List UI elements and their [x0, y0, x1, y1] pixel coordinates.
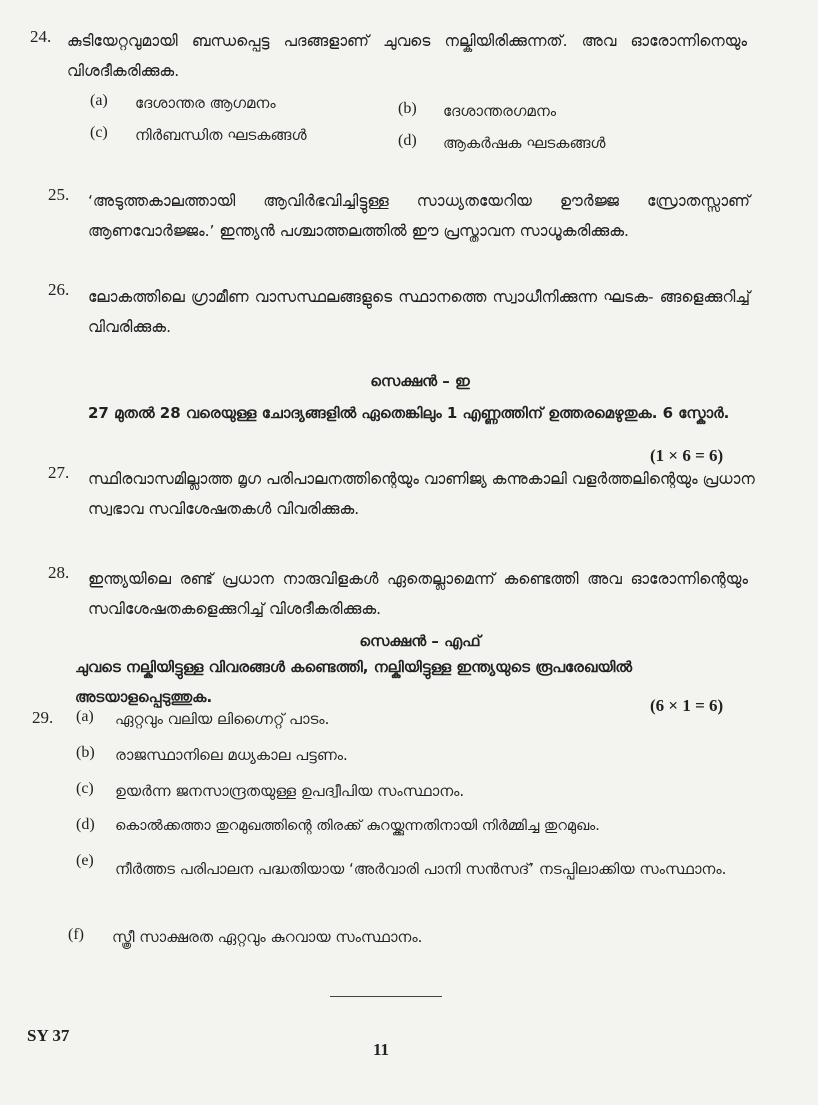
option-text: നിർബന്ധിത ഘടകങ്ങൾ — [135, 126, 307, 144]
section-e-title: സെക്ഷൻ – ഇ — [370, 372, 470, 390]
question-29-number: 29. — [32, 708, 54, 727]
section-f-marks: (6 × 1 = 6) — [650, 696, 724, 715]
question-text: കുടിയേറ്റവുമായി ബന്ധപ്പെട്ട പദങ്ങളാണ് ചുവടെ നല്കിയിരിക്കുന്നത്. അവ ഓരോന്നിനെയും വിശദീകരിക്കുക. — [67, 32, 747, 80]
item-label: (b) — [76, 744, 95, 761]
question-number: 25. — [48, 185, 70, 204]
option-text: ആകർഷക ഘടകങ്ങൾ — [443, 134, 606, 152]
section-f-title: സെക്ഷൻ – എഫ് — [359, 632, 481, 650]
question-number: 26. — [48, 280, 70, 299]
item-label: (f) — [68, 926, 84, 943]
paper-code: SY 37 — [27, 1026, 70, 1045]
item-label: (a) — [76, 708, 94, 725]
option-label: (a) — [90, 92, 108, 109]
option-label: (b) — [398, 100, 417, 117]
option-text: ദേശാന്തരഗമനം — [443, 102, 557, 120]
item-text: ഉയർന്ന ജനസാന്ദ്രതയുള്ള ഉപദ്വീപിയ സംസ്ഥാനം. — [115, 782, 465, 800]
item-label: (c) — [76, 780, 94, 797]
question-number: 28. — [48, 563, 70, 582]
question-text: ‘അടുത്തകാലത്തായി ആവിർഭവിച്ചിട്ടുള്ള സാധ്യതയേറിയ ഊർജ്ജ സ്രോതസ്സാണ് ആണവോർജ്ജം.’ ഇന്ത്യൻ പശ്ചാത്തലത്തിൽ ഈ പ്രസ്താവന സാധൂകരിക്കുക. — [88, 192, 750, 240]
section-f-instruction: ചുവടെ നല്കിയിട്ടുള്ള വിവരങ്ങൾ കണ്ടെത്തി, നല്കിയിട്ടുള്ള ഇന്ത്യയുടെ രൂപരേഖയിൽ അടയാളപ്പെടുത്തുക. — [75, 658, 633, 706]
option-text: ദേശാന്തര ആഗമനം — [135, 94, 276, 112]
item-text: ഏറ്റവും വലിയ ലിഗ്നൈറ്റ് പാടം. — [115, 710, 330, 728]
question-text: ഇന്ത്യയിലെ രണ്ട് പ്രധാന നാരുവിളകൾ ഏതെല്ലാമെന്ന് കണ്ടെത്തി അവ ഓരോന്നിന്റെയും സവിശേഷതകളെക്കുറിച്ച് വിശദീകരിക്കുക. — [88, 570, 748, 618]
page-number: 11 — [373, 1040, 390, 1059]
item-text: കൊൽക്കത്താ തുറമുഖത്തിന്റെ തിരക്ക് കുറയ്ക്കുന്നതിനായി നിർമ്മിച്ച തുറമുഖം. — [115, 818, 600, 834]
item-text: രാജസ്ഥാനിലെ മധ്യകാല പട്ടണം. — [115, 746, 348, 764]
item-label: (e) — [76, 852, 94, 869]
item-text: സ്ത്രീ സാക്ഷരത ഏറ്റവും കുറവായ സംസ്ഥാനം. — [112, 928, 423, 946]
question-text: ലോകത്തിലെ ഗ്രാമീണ വാസസ്ഥലങ്ങളുടെ സ്ഥാനത്തെ സ്വാധീനിക്കുന്ന ഘടക- ങ്ങളെക്കുറിച്ച് വിവരിക്കുക. — [88, 288, 750, 336]
question-number: 27. — [48, 463, 70, 482]
section-e-marks: (1 × 6 = 6) — [650, 446, 724, 465]
section-e-instruction: 27 മുതൽ 28 വരെയുള്ള ചോദ്യങ്ങളിൽ ഏതെങ്കിലും 1 എണ്ണത്തിന് ഉത്തരമെഴുതുക. 6 സ്കോർ. — [88, 404, 730, 422]
question-number: 24. — [30, 27, 52, 46]
end-rule — [330, 996, 442, 997]
option-label: (c) — [90, 124, 108, 141]
option-label: (d) — [398, 132, 417, 149]
question-text: സ്ഥിരവാസമില്ലാത്ത മൃഗ പരിപാലനത്തിന്റെയും വാണിജ്യ കന്നുകാലി വളർത്തലിന്റെയും പ്രധാന സ്വഭാവ സവിശേഷതകൾ വിവരിക്കുക. — [88, 470, 755, 518]
item-text: നീർത്തട പരിപാലന പദ്ധതിയായ ‘അർവാരി പാനി സൻസദ്’ നടപ്പിലാക്കിയ സംസ്ഥാനം. — [115, 860, 727, 878]
item-label: (d) — [76, 816, 95, 833]
